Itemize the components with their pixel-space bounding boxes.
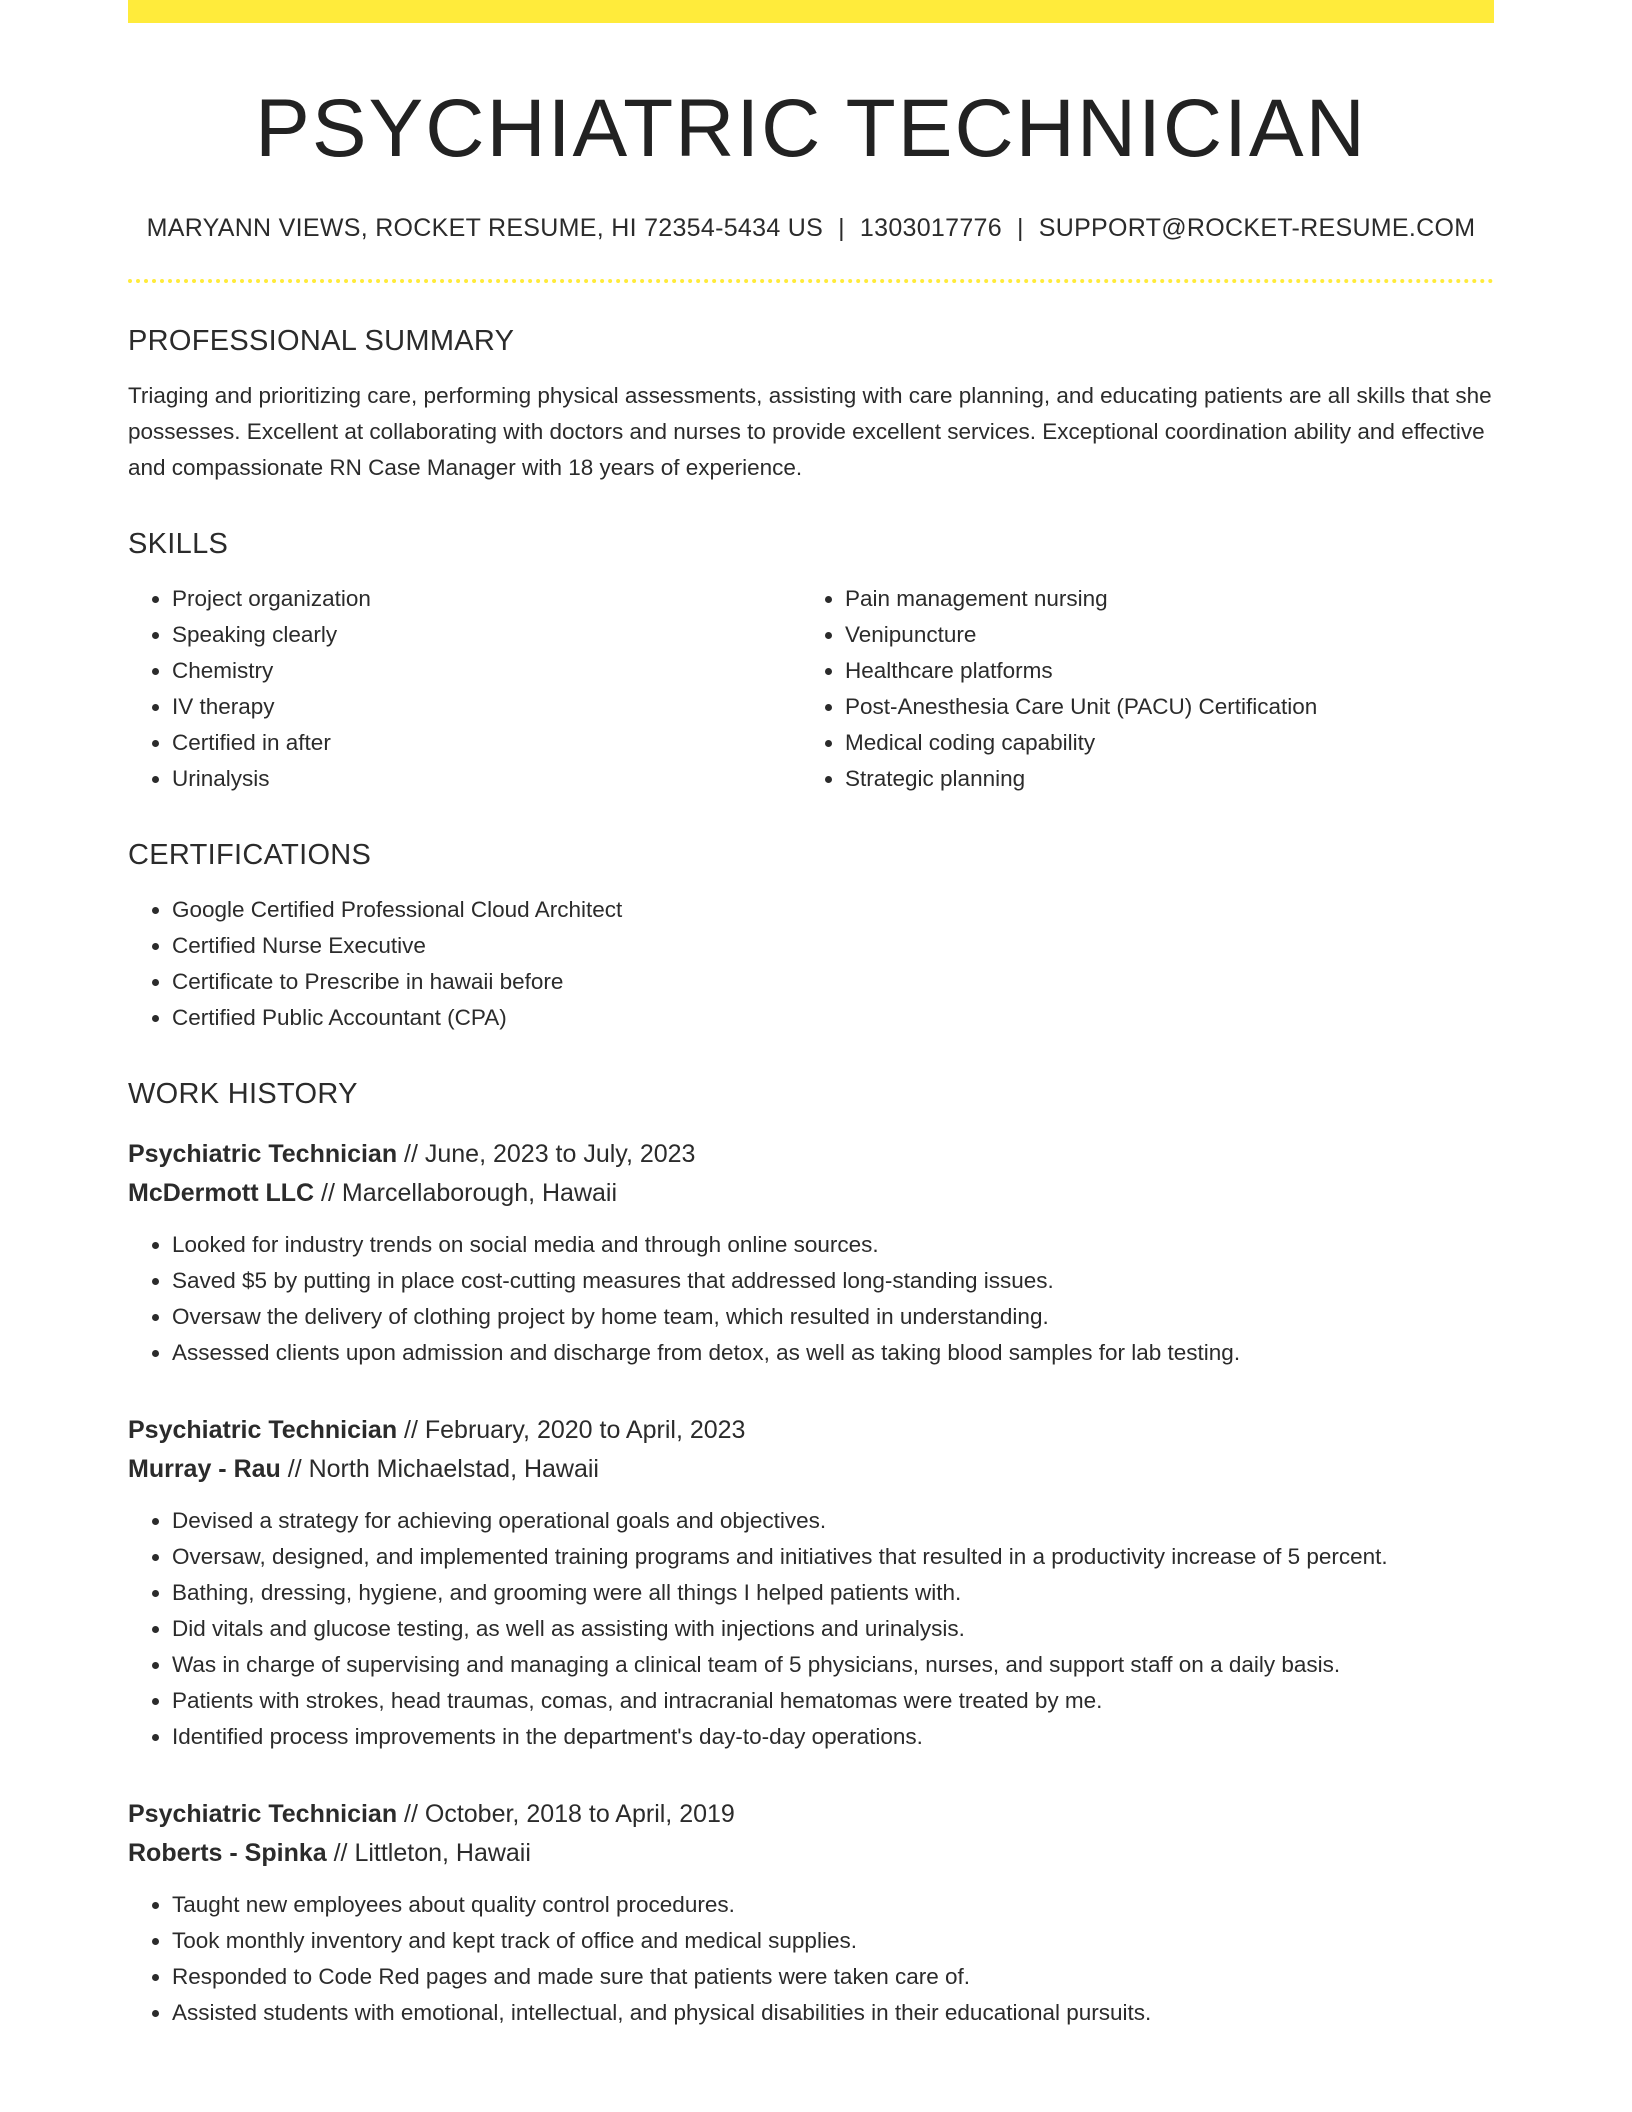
job-bullet: • Identified process improvements in the department's day-to-day operations. <box>172 1719 1494 1755</box>
skill-item: • IV therapy <box>172 689 801 725</box>
certifications-list <box>128 892 1494 1036</box>
skill-item: • Chemistry <box>172 653 801 689</box>
job-dates: // June, 2023 to July, 2023 <box>397 1140 696 1169</box>
resume-title: PSYCHIATRIC TECHNICIAN <box>255 83 1367 174</box>
job-role-line <box>128 1411 1494 1450</box>
skills-list-left <box>128 581 801 797</box>
job-role: Psychiatric Technician <box>128 1800 398 1829</box>
job-bullet: • Taught new employees about quality control procedures. <box>172 1887 1494 1923</box>
job-location: // Marcellaborough, Hawaii <box>314 1179 618 1208</box>
job-bullet: • Oversaw the delivery of clothing project by home team, which resulted in understanding. <box>172 1299 1494 1335</box>
skill-item: • Strategic planning <box>845 761 1474 797</box>
job-company-line <box>128 1834 1494 1873</box>
dotted-divider <box>128 279 1494 283</box>
skills-section <box>128 528 1494 797</box>
certification-item: • Certificate to Prescribe in hawaii before <box>172 964 1494 1000</box>
job-dates: // February, 2020 to April, 2023 <box>397 1416 746 1445</box>
job-bullet: • Assessed clients upon admission and discharge from detox, as well as taking blood samples for lab testing. <box>172 1335 1494 1371</box>
job-company: McDermott LLC <box>128 1179 315 1208</box>
job-location: // North Michaelstad, Hawaii <box>280 1455 599 1484</box>
skills-heading: SKILLS <box>128 528 229 561</box>
summary-section <box>128 325 1494 486</box>
contact-phone: 1303017776 <box>859 214 1002 243</box>
certifications-heading: CERTIFICATIONS <box>128 839 372 872</box>
job-bullet: • Was in charge of supervising and managing a clinical team of 5 physicians, nurses, and support staff on a daily basis. <box>172 1647 1494 1683</box>
job-bullet-list <box>128 1887 1494 2031</box>
certification-item: • Certified Nurse Executive <box>172 928 1494 964</box>
job-entry <box>128 1411 1494 1755</box>
job-bullet-list <box>128 1227 1494 1371</box>
job-bullet-list <box>128 1503 1494 1755</box>
job-bullet: • Oversaw, designed, and implemented training programs and initiatives that resulted in a productivity increase of 5 percent. <box>172 1539 1494 1575</box>
job-role-line <box>128 1795 1494 1834</box>
certification-item: • Google Certified Professional Cloud Architect <box>172 892 1494 928</box>
resume-page <box>128 0 1494 2031</box>
job-bullet: • Assisted students with emotional, intellectual, and physical disabilities in their educational pursuits. <box>172 1995 1494 2031</box>
job-bullet: • Responded to Code Red pages and made sure that patients were taken care of. <box>172 1959 1494 1995</box>
job-bullet: • Devised a strategy for achieving operational goals and objectives. <box>172 1503 1494 1539</box>
job-location: // Littleton, Hawaii <box>326 1839 531 1868</box>
job-bullet: • Looked for industry trends on social media and through online sources. <box>172 1227 1494 1263</box>
contact-separator: | <box>838 214 845 243</box>
skills-grid <box>128 581 1494 797</box>
certifications-section <box>128 839 1494 1036</box>
skill-item: • Healthcare platforms <box>845 653 1474 689</box>
job-entry <box>128 1135 1494 1371</box>
contact-separator: | <box>1016 214 1024 243</box>
skill-item: • Medical coding capability <box>845 725 1474 761</box>
skill-item: • Venipuncture <box>845 617 1474 653</box>
top-accent-bar <box>128 0 1494 23</box>
job-role: Psychiatric Technician <box>128 1416 398 1445</box>
skill-item: • Urinalysis <box>172 761 801 797</box>
job-bullet: • Bathing, dressing, hygiene, and grooming were all things I helped patients with. <box>172 1575 1494 1611</box>
summary-heading: PROFESSIONAL SUMMARY <box>128 325 515 358</box>
skill-item: • Pain management nursing <box>845 581 1474 617</box>
job-company-line <box>128 1174 1494 1213</box>
job-company: Roberts - Spinka <box>128 1839 327 1868</box>
job-bullet: • Saved $5 by putting in place cost-cutting measures that addressed long-standing issues. <box>172 1263 1494 1299</box>
skills-list-right <box>801 581 1474 797</box>
skills-column-left <box>128 581 801 797</box>
job-bullet: • Took monthly inventory and kept track of office and medical supplies. <box>172 1923 1494 1959</box>
job-company: Murray - Rau <box>128 1455 281 1484</box>
job-role-line <box>128 1135 1494 1174</box>
summary-text: Triaging and prioritizing care, performing physical assessments, assisting with care planning, and educating patients are all skills that she possesses. Excellent at collaborating with doctors and nurses to provide excellent services. Exceptional coordination ability and effective and compassionate RN Case Manager with 18 years of experience. <box>128 383 1492 481</box>
work-history-heading: WORK HISTORY <box>128 1078 358 1111</box>
skill-item: • Post-Anesthesia Care Unit (PACU) Certification <box>845 689 1474 725</box>
contact-email: SUPPORT@ROCKET-RESUME.COM <box>1038 214 1476 243</box>
job-role: Psychiatric Technician <box>128 1140 398 1169</box>
job-entry <box>128 1795 1494 2031</box>
contact-line <box>128 214 1494 243</box>
certification-item: • Certified Public Accountant (CPA) <box>172 1000 1494 1036</box>
skill-item: • Speaking clearly <box>172 617 801 653</box>
skills-column-right <box>801 581 1474 797</box>
job-bullet: • Patients with strokes, head traumas, comas, and intracranial hematomas were treated by me. <box>172 1683 1494 1719</box>
job-bullet: • Did vitals and glucose testing, as well as assisting with injections and urinalysis. <box>172 1611 1494 1647</box>
contact-address: MARYANN VIEWS, ROCKET RESUME, HI 72354-5434 US <box>146 214 824 243</box>
job-company-line <box>128 1450 1494 1489</box>
job-dates: // October, 2018 to April, 2019 <box>397 1800 735 1829</box>
skill-item: • Project organization <box>172 581 801 617</box>
skill-item: • Certified in after <box>172 725 801 761</box>
work-history-section <box>128 1078 1494 2031</box>
